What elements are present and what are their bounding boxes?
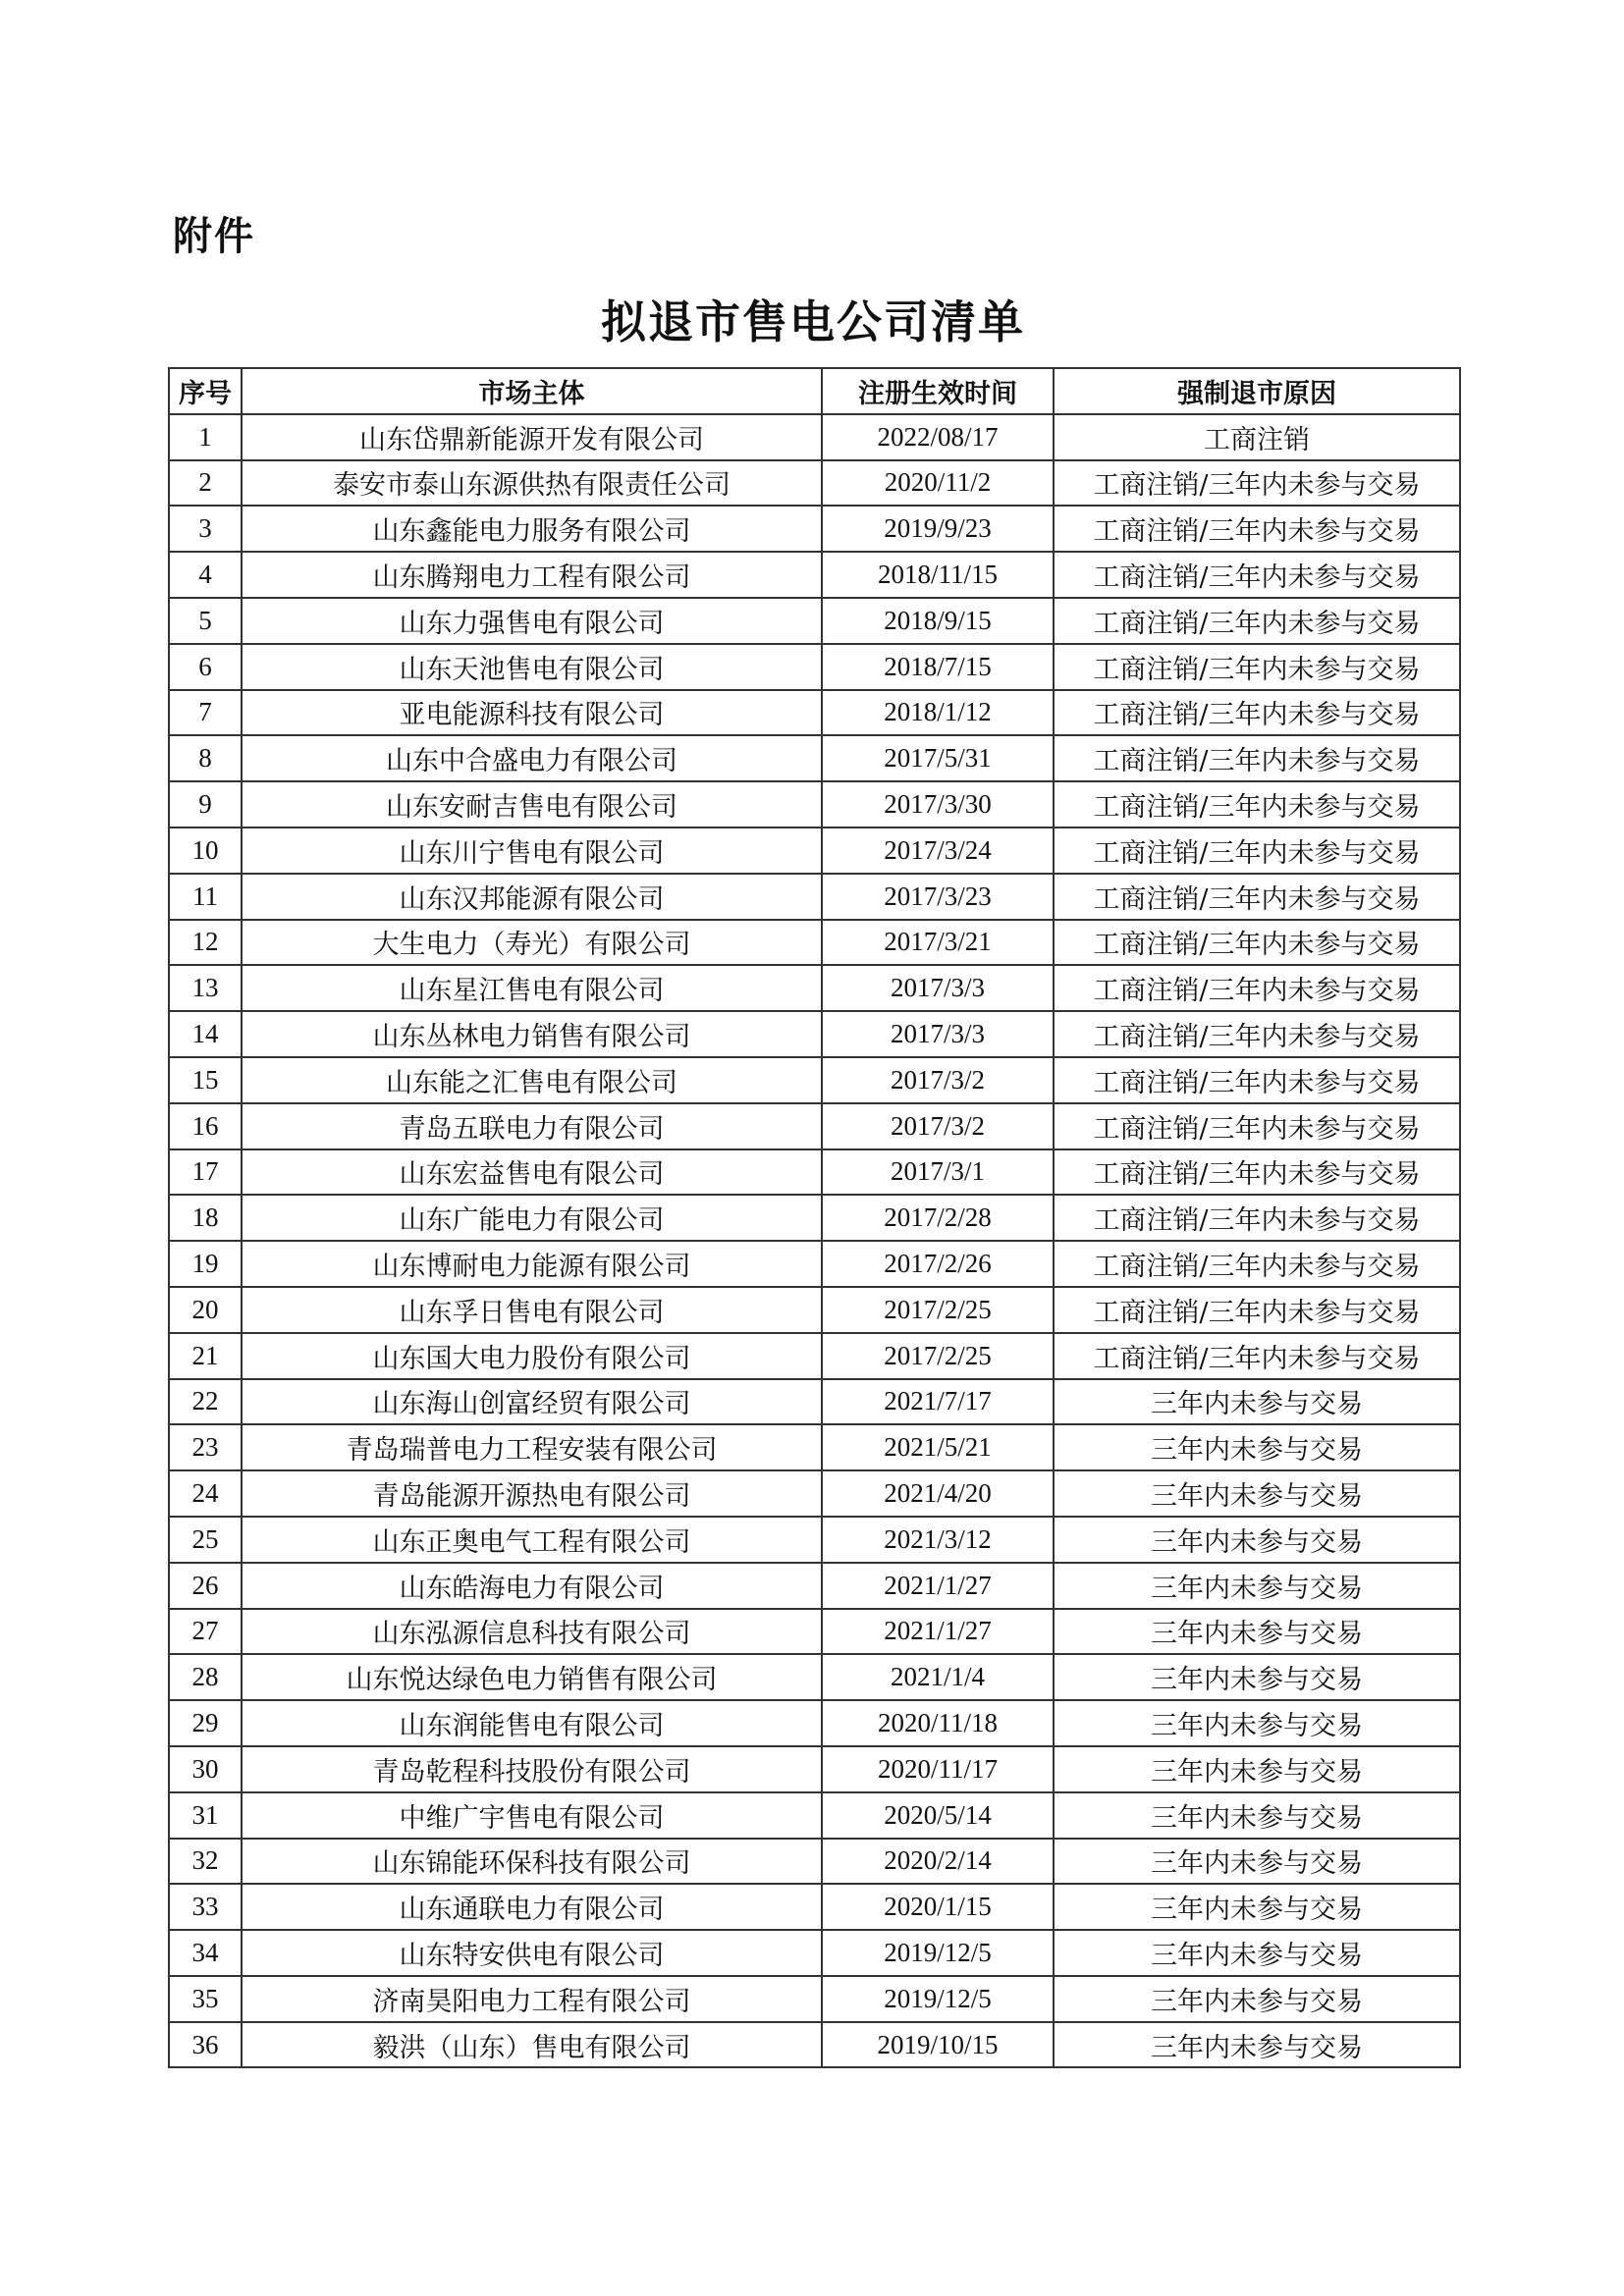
table-row: [169, 874, 1460, 920]
header-registration-date: 注册生效时间: [822, 368, 1054, 414]
table-row: [169, 1057, 1460, 1103]
row-delisting-reason: 工商注销/三年内未参与交易: [1054, 1287, 1460, 1333]
row-company-name: 山东星江售电有限公司: [242, 965, 822, 1011]
row-registration-date: 2021/5/21: [822, 1424, 1054, 1470]
row-company-name: 山东特安供电有限公司: [242, 1930, 822, 1976]
row-registration-date: 2017/3/1: [822, 1149, 1054, 1196]
row-registration-date: 2021/1/4: [822, 1654, 1054, 1700]
row-company-name: 青岛能源开源热电有限公司: [242, 1470, 822, 1517]
row-company-name: 山东通联电力有限公司: [242, 1884, 822, 1930]
row-serial-number: 23: [169, 1424, 242, 1470]
row-serial-number: 21: [169, 1333, 242, 1379]
row-serial-number: 10: [169, 828, 242, 874]
row-company-name: 山东锦能环保科技有限公司: [242, 1839, 822, 1885]
row-delisting-reason: 工商注销: [1054, 414, 1460, 460]
table-row: [169, 1379, 1460, 1425]
table-row: [169, 2022, 1460, 2068]
row-delisting-reason: 三年内未参与交易: [1054, 1746, 1460, 1792]
table-row: [169, 735, 1460, 781]
table-row: [169, 1792, 1460, 1839]
row-delisting-reason: 三年内未参与交易: [1054, 1976, 1460, 2022]
row-serial-number: 33: [169, 1884, 242, 1930]
row-registration-date: 2018/9/15: [822, 598, 1054, 644]
row-company-name: 山东中合盛电力有限公司: [242, 735, 822, 781]
row-company-name: 山东广能电力有限公司: [242, 1195, 822, 1241]
table-row: [169, 1976, 1460, 2022]
row-serial-number: 14: [169, 1011, 242, 1057]
table-row: [169, 1333, 1460, 1379]
table-row: [169, 828, 1460, 874]
row-delisting-reason: 工商注销/三年内未参与交易: [1054, 1057, 1460, 1103]
table-row: [169, 598, 1460, 644]
row-serial-number: 34: [169, 1930, 242, 1976]
row-registration-date: 2020/5/14: [822, 1792, 1054, 1839]
row-company-name: 山东川宁售电有限公司: [242, 828, 822, 874]
table-header-row: [169, 368, 1460, 414]
row-serial-number: 17: [169, 1149, 242, 1196]
row-registration-date: 2020/11/2: [822, 460, 1054, 507]
row-serial-number: 12: [169, 920, 242, 966]
row-delisting-reason: 三年内未参与交易: [1054, 1884, 1460, 1930]
company-list-table: [168, 367, 1461, 2068]
row-serial-number: 9: [169, 781, 242, 828]
row-company-name: 中维广宇售电有限公司: [242, 1792, 822, 1839]
table-body: [169, 414, 1460, 2068]
row-registration-date: 2017/2/26: [822, 1241, 1054, 1287]
table-row: [169, 965, 1460, 1011]
row-delisting-reason: 工商注销/三年内未参与交易: [1054, 1333, 1460, 1379]
row-company-name: 山东天池售电有限公司: [242, 644, 822, 690]
table-row: [169, 1470, 1460, 1517]
row-registration-date: 2021/1/27: [822, 1563, 1054, 1609]
row-delisting-reason: 三年内未参与交易: [1054, 1930, 1460, 1976]
row-registration-date: 2017/3/2: [822, 1103, 1054, 1149]
table-row: [169, 1884, 1460, 1930]
row-registration-date: 2017/3/3: [822, 965, 1054, 1011]
row-company-name: 山东宏益售电有限公司: [242, 1149, 822, 1196]
row-delisting-reason: 工商注销/三年内未参与交易: [1054, 1195, 1460, 1241]
row-registration-date: 2017/5/31: [822, 735, 1054, 781]
row-serial-number: 27: [169, 1609, 242, 1655]
table-row: [169, 1930, 1460, 1976]
row-company-name: 山东安耐吉售电有限公司: [242, 781, 822, 828]
header-market-entity: 市场主体: [242, 368, 822, 414]
row-registration-date: 2017/2/25: [822, 1287, 1054, 1333]
table-row: [169, 1011, 1460, 1057]
row-registration-date: 2017/3/2: [822, 1057, 1054, 1103]
row-serial-number: 7: [169, 690, 242, 736]
row-registration-date: 2019/10/15: [822, 2022, 1054, 2068]
table-row: [169, 506, 1460, 552]
table-row: [169, 920, 1460, 966]
row-registration-date: 2021/1/27: [822, 1609, 1054, 1655]
row-registration-date: 2020/1/15: [822, 1884, 1054, 1930]
table-row: [169, 1746, 1460, 1792]
row-delisting-reason: 工商注销/三年内未参与交易: [1054, 1011, 1460, 1057]
row-registration-date: 2017/3/23: [822, 874, 1054, 920]
row-delisting-reason: 三年内未参与交易: [1054, 1517, 1460, 1563]
row-registration-date: 2017/3/3: [822, 1011, 1054, 1057]
row-registration-date: 2017/3/21: [822, 920, 1054, 966]
row-registration-date: 2021/3/12: [822, 1517, 1054, 1563]
row-registration-date: 2020/11/17: [822, 1746, 1054, 1792]
row-company-name: 山东国大电力股份有限公司: [242, 1333, 822, 1379]
table-row: [169, 690, 1460, 736]
row-company-name: 泰安市泰山东源供热有限责任公司: [242, 460, 822, 507]
row-company-name: 青岛乾程科技股份有限公司: [242, 1746, 822, 1792]
row-company-name: 山东皓海电力有限公司: [242, 1563, 822, 1609]
row-registration-date: 2017/3/30: [822, 781, 1054, 828]
row-company-name: 山东海山创富经贸有限公司: [242, 1379, 822, 1425]
row-serial-number: 35: [169, 1976, 242, 2022]
row-delisting-reason: 工商注销/三年内未参与交易: [1054, 1103, 1460, 1149]
table-row: [169, 1700, 1460, 1746]
row-delisting-reason: 工商注销/三年内未参与交易: [1054, 506, 1460, 552]
row-serial-number: 2: [169, 460, 242, 507]
row-delisting-reason: 工商注销/三年内未参与交易: [1054, 735, 1460, 781]
table-row: [169, 1517, 1460, 1563]
table-row: [169, 460, 1460, 507]
row-company-name: 毅洪（山东）售电有限公司: [242, 2022, 822, 2068]
row-serial-number: 18: [169, 1195, 242, 1241]
row-delisting-reason: 三年内未参与交易: [1054, 1379, 1460, 1425]
row-delisting-reason: 工商注销/三年内未参与交易: [1054, 644, 1460, 690]
row-serial-number: 1: [169, 414, 242, 460]
row-delisting-reason: 工商注销/三年内未参与交易: [1054, 828, 1460, 874]
row-delisting-reason: 三年内未参与交易: [1054, 1563, 1460, 1609]
row-delisting-reason: 工商注销/三年内未参与交易: [1054, 781, 1460, 828]
table-row: [169, 1654, 1460, 1700]
row-serial-number: 8: [169, 735, 242, 781]
row-serial-number: 11: [169, 874, 242, 920]
row-delisting-reason: 工商注销/三年内未参与交易: [1054, 920, 1460, 966]
row-registration-date: 2021/7/17: [822, 1379, 1054, 1425]
row-serial-number: 15: [169, 1057, 242, 1103]
row-serial-number: 16: [169, 1103, 242, 1149]
row-company-name: 山东孚日售电有限公司: [242, 1287, 822, 1333]
row-serial-number: 28: [169, 1654, 242, 1700]
row-serial-number: 6: [169, 644, 242, 690]
row-registration-date: 2017/3/24: [822, 828, 1054, 874]
row-delisting-reason: 工商注销/三年内未参与交易: [1054, 874, 1460, 920]
document-title: 拟退市售电公司清单: [601, 295, 1025, 348]
row-registration-date: 2021/4/20: [822, 1470, 1054, 1517]
row-company-name: 大生电力（寿光）有限公司: [242, 920, 822, 966]
row-serial-number: 5: [169, 598, 242, 644]
row-registration-date: 2018/7/15: [822, 644, 1054, 690]
row-registration-date: 2019/12/5: [822, 1976, 1054, 2022]
attachment-label: 附件: [173, 214, 255, 259]
row-company-name: 山东泓源信息科技有限公司: [242, 1609, 822, 1655]
row-serial-number: 22: [169, 1379, 242, 1425]
row-serial-number: 3: [169, 506, 242, 552]
row-company-name: 山东岱鼎新能源开发有限公司: [242, 414, 822, 460]
row-delisting-reason: 工商注销/三年内未参与交易: [1054, 690, 1460, 736]
table-row: [169, 1563, 1460, 1609]
row-registration-date: 2017/2/28: [822, 1195, 1054, 1241]
row-company-name: 山东正奥电气工程有限公司: [242, 1517, 822, 1563]
table-row: [169, 781, 1460, 828]
row-delisting-reason: 三年内未参与交易: [1054, 1792, 1460, 1839]
row-company-name: 山东润能售电有限公司: [242, 1700, 822, 1746]
row-serial-number: 20: [169, 1287, 242, 1333]
row-delisting-reason: 三年内未参与交易: [1054, 1470, 1460, 1517]
row-serial-number: 19: [169, 1241, 242, 1287]
row-registration-date: 2018/1/12: [822, 690, 1054, 736]
row-delisting-reason: 三年内未参与交易: [1054, 1609, 1460, 1655]
row-delisting-reason: 工商注销/三年内未参与交易: [1054, 1149, 1460, 1196]
row-company-name: 山东力强售电有限公司: [242, 598, 822, 644]
header-serial-number: 序号: [169, 368, 242, 414]
table-row: [169, 644, 1460, 690]
row-registration-date: 2018/11/15: [822, 552, 1054, 598]
table-row: [169, 1103, 1460, 1149]
row-company-name: 山东腾翔电力工程有限公司: [242, 552, 822, 598]
row-registration-date: 2022/08/17: [822, 414, 1054, 460]
row-serial-number: 36: [169, 2022, 242, 2068]
row-serial-number: 32: [169, 1839, 242, 1885]
table-row: [169, 1424, 1460, 1470]
row-delisting-reason: 工商注销/三年内未参与交易: [1054, 460, 1460, 507]
table-row: [169, 552, 1460, 598]
row-registration-date: 2017/2/25: [822, 1333, 1054, 1379]
row-delisting-reason: 工商注销/三年内未参与交易: [1054, 598, 1460, 644]
row-serial-number: 26: [169, 1563, 242, 1609]
row-delisting-reason: 工商注销/三年内未参与交易: [1054, 552, 1460, 598]
row-delisting-reason: 工商注销/三年内未参与交易: [1054, 965, 1460, 1011]
row-company-name: 济南昊阳电力工程有限公司: [242, 1976, 822, 2022]
table-row: [169, 1839, 1460, 1885]
table-row: [169, 1287, 1460, 1333]
table-row: [169, 1195, 1460, 1241]
row-company-name: 亚电能源科技有限公司: [242, 690, 822, 736]
row-delisting-reason: 工商注销/三年内未参与交易: [1054, 1241, 1460, 1287]
row-serial-number: 13: [169, 965, 242, 1011]
table-row: [169, 1149, 1460, 1196]
row-delisting-reason: 三年内未参与交易: [1054, 1700, 1460, 1746]
row-delisting-reason: 三年内未参与交易: [1054, 2022, 1460, 2068]
row-company-name: 山东博耐电力能源有限公司: [242, 1241, 822, 1287]
row-serial-number: 31: [169, 1792, 242, 1839]
row-delisting-reason: 三年内未参与交易: [1054, 1654, 1460, 1700]
row-serial-number: 25: [169, 1517, 242, 1563]
row-serial-number: 24: [169, 1470, 242, 1517]
row-registration-date: 2019/12/5: [822, 1930, 1054, 1976]
row-delisting-reason: 三年内未参与交易: [1054, 1424, 1460, 1470]
row-company-name: 青岛瑞普电力工程安装有限公司: [242, 1424, 822, 1470]
row-serial-number: 4: [169, 552, 242, 598]
row-company-name: 山东丛林电力销售有限公司: [242, 1011, 822, 1057]
row-company-name: 山东能之汇售电有限公司: [242, 1057, 822, 1103]
table-row: [169, 1241, 1460, 1287]
table-row: [169, 1609, 1460, 1655]
row-company-name: 山东汉邦能源有限公司: [242, 874, 822, 920]
row-company-name: 山东鑫能电力服务有限公司: [242, 506, 822, 552]
header-delisting-reason: 强制退市原因: [1054, 368, 1460, 414]
row-company-name: 青岛五联电力有限公司: [242, 1103, 822, 1149]
row-serial-number: 29: [169, 1700, 242, 1746]
row-company-name: 山东悦达绿色电力销售有限公司: [242, 1654, 822, 1700]
row-serial-number: 30: [169, 1746, 242, 1792]
row-registration-date: 2020/2/14: [822, 1839, 1054, 1885]
row-registration-date: 2020/11/18: [822, 1700, 1054, 1746]
row-delisting-reason: 三年内未参与交易: [1054, 1839, 1460, 1885]
row-registration-date: 2019/9/23: [822, 506, 1054, 552]
table-row: [169, 414, 1460, 460]
